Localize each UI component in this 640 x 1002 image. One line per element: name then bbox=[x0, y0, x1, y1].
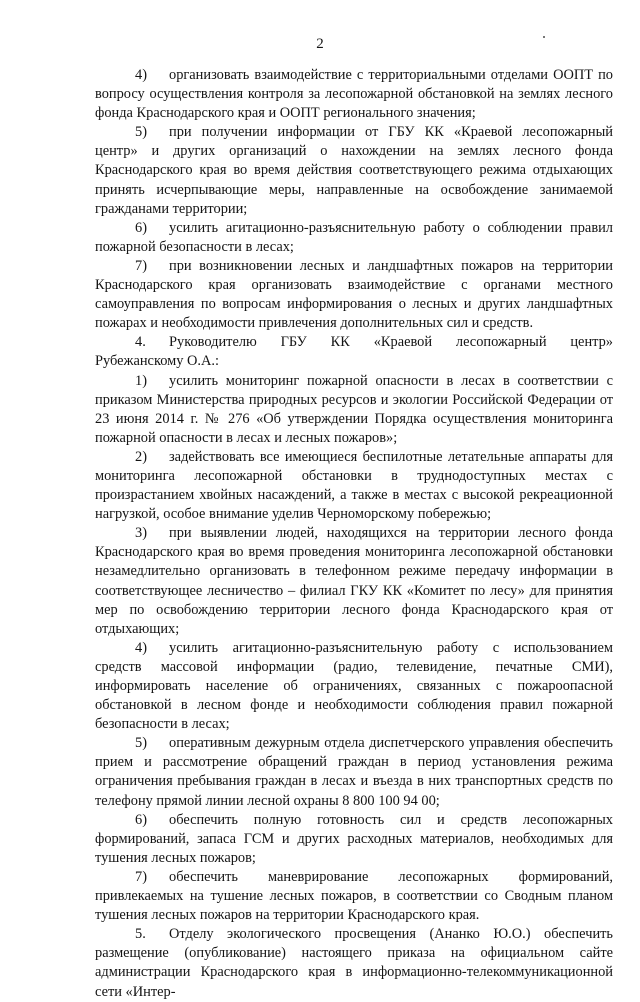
section-paragraph bbox=[95, 925, 613, 1001]
scan-speck bbox=[543, 36, 545, 38]
addressee-text: Рубежанскому О.А.: bbox=[95, 353, 220, 370]
item-number: 7) bbox=[135, 868, 147, 885]
page-number: 2 bbox=[316, 36, 324, 52]
item-number: 1) bbox=[135, 372, 147, 389]
list-item bbox=[95, 868, 613, 925]
section-number: 4. bbox=[135, 334, 146, 351]
item-number: 3) bbox=[135, 525, 147, 542]
list-item bbox=[95, 734, 613, 810]
item-number: 4) bbox=[135, 639, 147, 656]
item-text: организовать взаимодействие с территориальными отделами ООПТ по вопросу осуществления контроля за лесопожарной обстановкой на землях лесного фонда Краснодарского края и ООПТ регионального значения; bbox=[95, 67, 613, 122]
item-number: 2) bbox=[135, 448, 147, 465]
list-item bbox=[95, 448, 613, 524]
item-number: 5) bbox=[135, 735, 147, 752]
item-text: обеспечить полную готовность сил и средств лесопожарных формирований, запаса ГСМ и других расходных материалов, необходимых для тушения лесных пожаров; bbox=[95, 811, 613, 866]
section-addressee bbox=[95, 352, 613, 371]
item-text: обеспечить маневрирование лесопожарных формирований, привлекаемых на тушение лесных пожаров, в соответствии со Сводным планом тушения лесных пожаров на территории Краснодарского края. bbox=[95, 868, 613, 924]
item-text: усилить агитационно-разъяснительную работу с использованием средств массовой информации (радио, телевидение, печатные СМИ), информировать население об ограничениях, связанных с пожароопасной обстановкой в лесном фонде и необходимости соблюдения правил пожарной безопасности в лесах; bbox=[95, 639, 613, 733]
list-item bbox=[95, 372, 613, 448]
item-text: усилить мониторинг пожарной опасности в лесах в соответствии с приказом Министерства природных ресурсов и экологии Российской Федерации от 23 июня 2014 г. № 276 «Об утверждении Порядка осуществления мониторинга пожарной опасности в лесах и лесных пожаров»; bbox=[95, 372, 613, 446]
item-text: усилить агитационно-разъяснительную работу о соблюдении правил пожарной безопасности в лесах; bbox=[95, 219, 613, 255]
item-number: 7) bbox=[135, 257, 147, 274]
item-text: при возникновении лесных и ландшафтных пожаров на территории Краснодарского края организовать взаимодействие с органами местного самоуправления по вопросам информирования о лесных и других ландшафтных пожарах и необходимости привлечения дополнительных сил и средств. bbox=[95, 257, 613, 332]
item-number: 6) bbox=[135, 811, 147, 828]
list-item bbox=[95, 639, 613, 734]
item-text: задействовать все имеющиеся беспилотные летательные аппараты для мониторинга лесопожарной обстановки в труднодоступных местах с произрастанием хвойных насаждений, а также в местах с высокой рекреационной нагрузкой, особое внимание уделив Черноморскому побережью; bbox=[95, 448, 613, 523]
list-item bbox=[95, 524, 613, 639]
section-heading-text: Руководителю ГБУ КК «Краевой лесопожарный центр» bbox=[169, 334, 613, 351]
document-body bbox=[95, 66, 613, 1002]
section-number: 5. bbox=[135, 926, 146, 943]
item-number: 4) bbox=[135, 67, 147, 83]
item-number: 5) bbox=[135, 124, 147, 141]
section-text: Отделу экологического просвещения (Ананко Ю.О.) обеспечить размещение (опубликование) настоящего приказа на официальном сайте администрации Краснодарского края в информационно-телекоммуникационной сети «Интер- bbox=[95, 926, 613, 1000]
item-number: 6) bbox=[135, 219, 147, 236]
list-item bbox=[95, 219, 613, 257]
item-text: оперативным дежурным отдела диспетчерского управления обеспечить прием и рассмотрение обращений граждан в период установления режима ограничения пребывания граждан в лесах и въезда в них транспортных средств по телефону прямой линии лесной охраны 8 800 100 94 00; bbox=[95, 735, 613, 809]
item-text: при получении информации от ГБУ КК «Краевой лесопожарный центр» и других организаций о нахождении на землях лесного фонда Краснодарского края во время действия соответствующего режима отдыхающих принять исчерпывающие меры, направленные на освобождение занимаемой гражданами территории; bbox=[95, 124, 613, 217]
list-item bbox=[95, 257, 613, 333]
list-item bbox=[95, 66, 613, 123]
list-item bbox=[95, 811, 613, 868]
section-heading bbox=[95, 333, 613, 352]
list-item bbox=[95, 123, 613, 218]
item-text: при выявлении людей, находящихся на территории лесного фонда Краснодарского края во время проведения мониторинга лесопожарной обстановки незамедлительно организовать в телефонном режиме передачу информации в соответствующее лесничество – филиал ГКУ КК «Комитет по лесу» для принятия мер по освобождению территории лесного фонда Краснодарского края от отдыхающих; bbox=[95, 525, 613, 637]
